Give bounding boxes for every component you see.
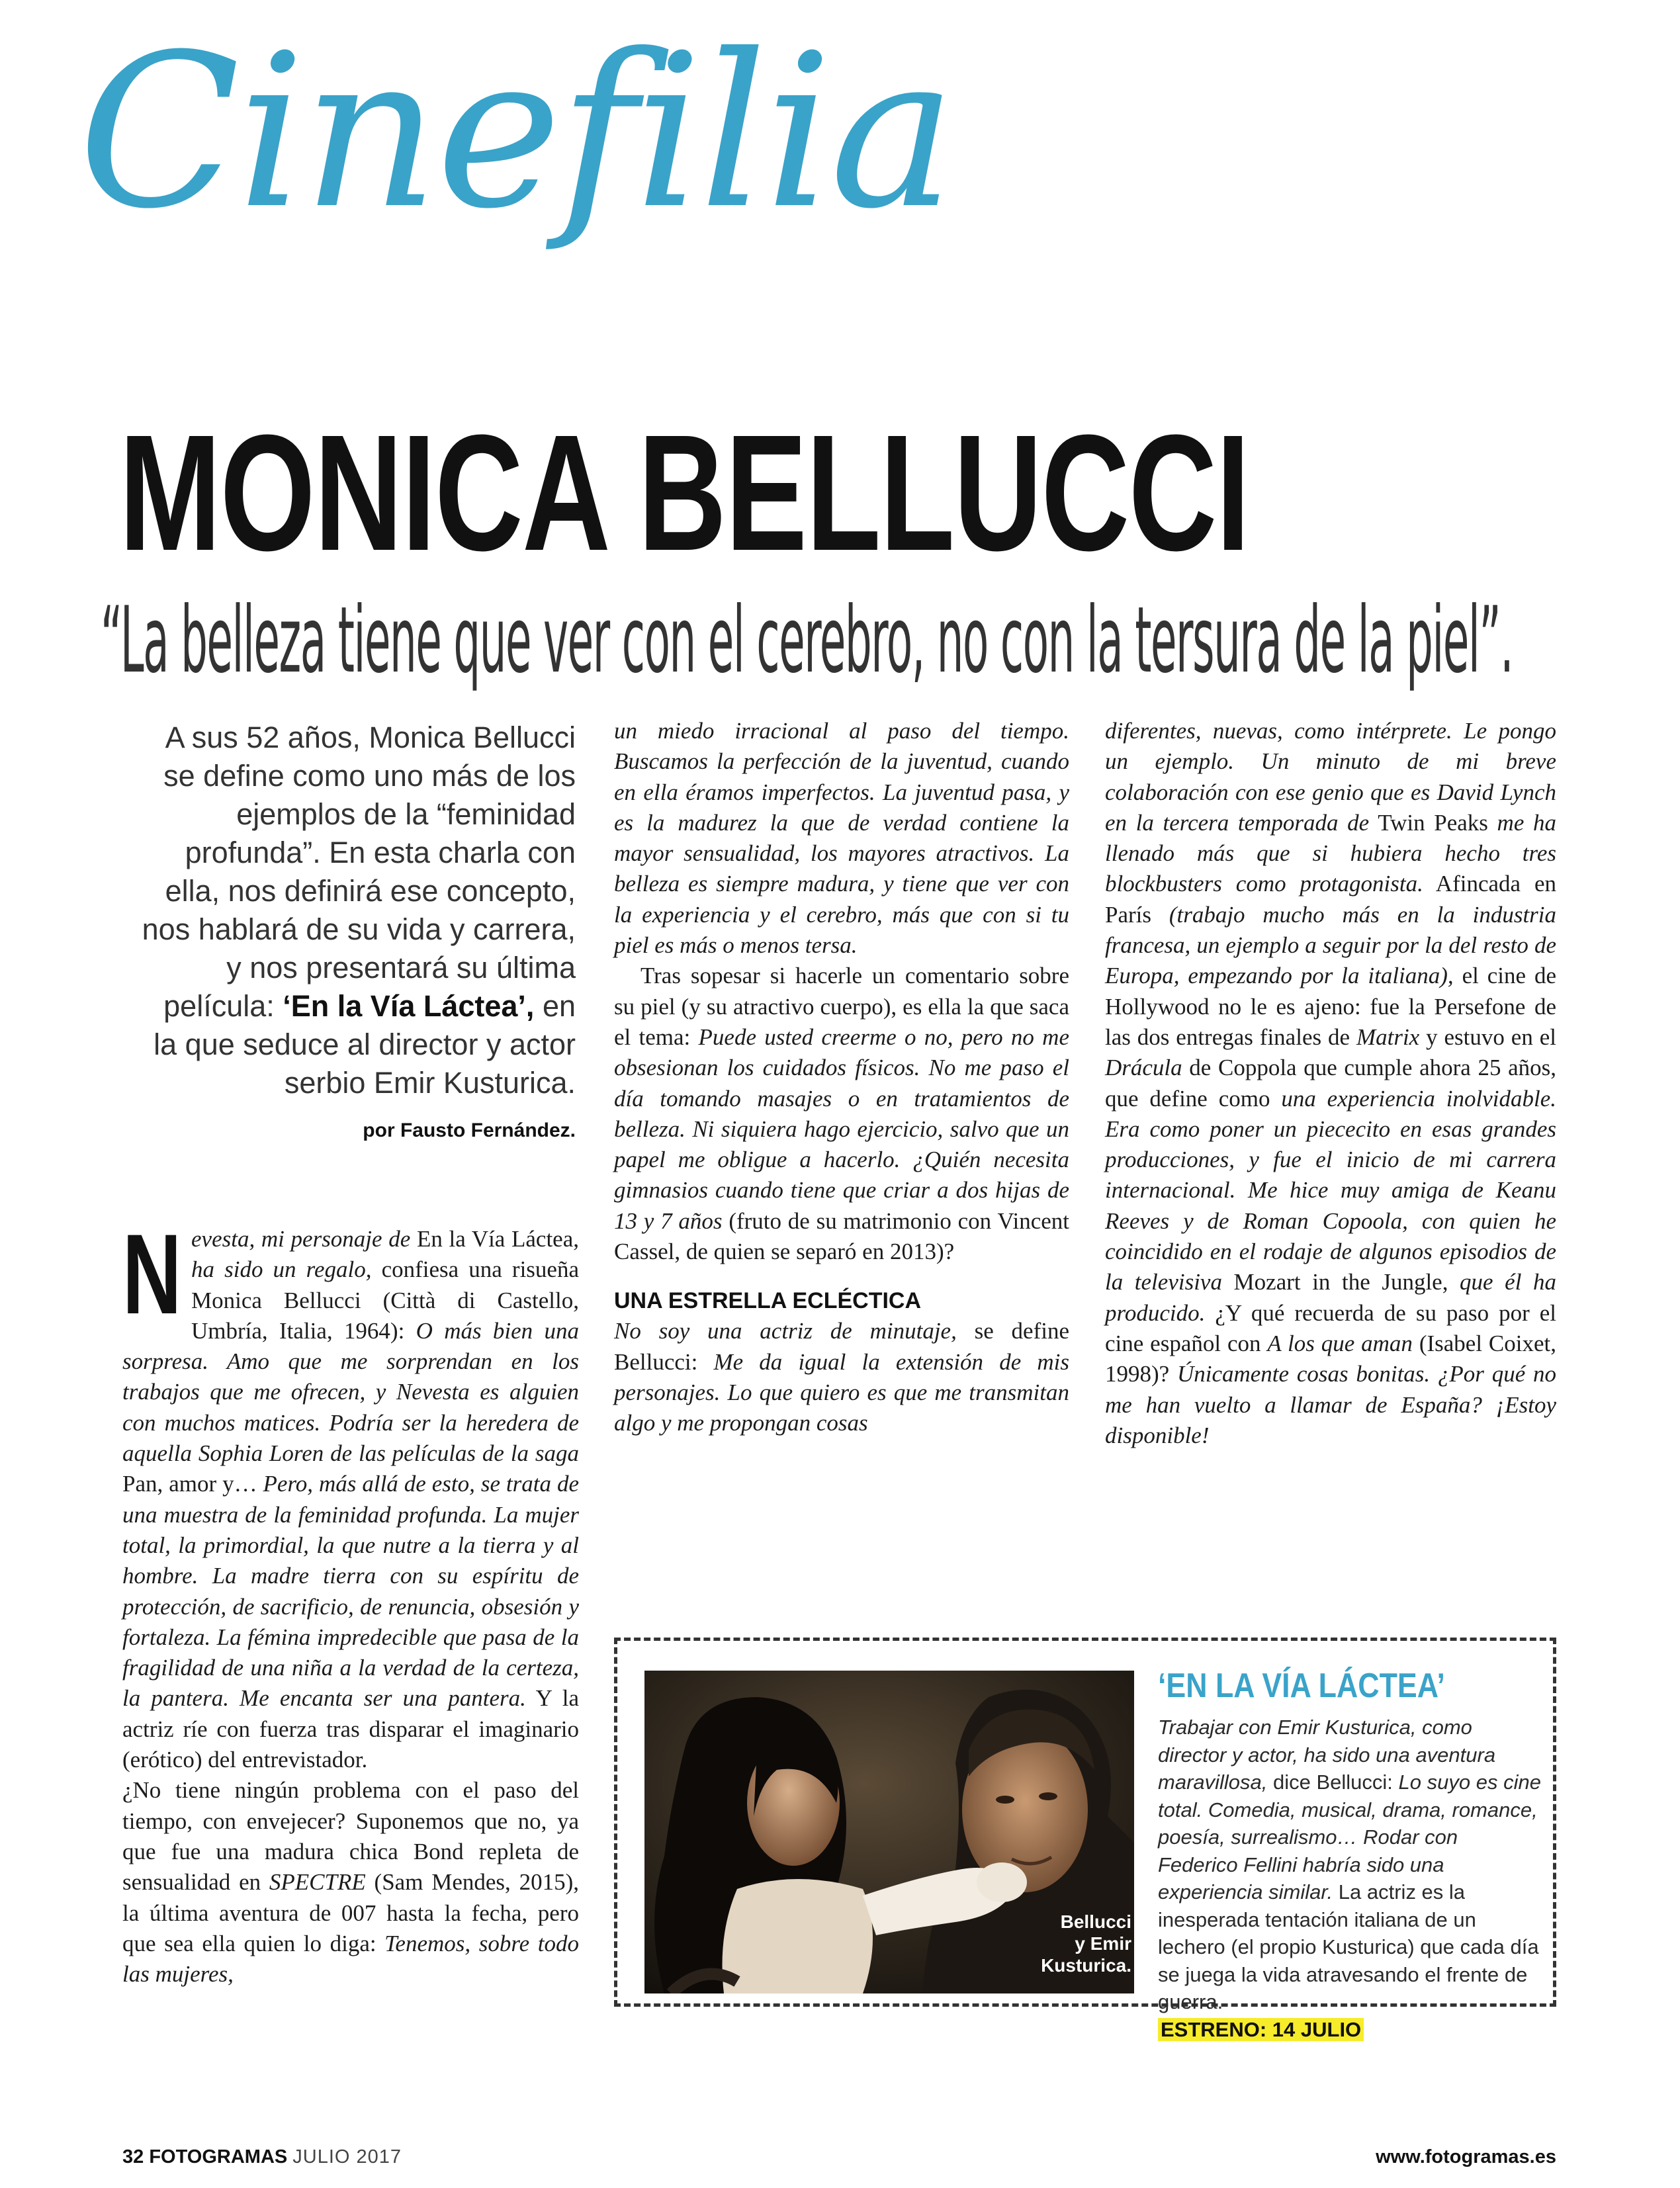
article-subheadline: “La belleza tiene que ver con el cerebro, no con la tersura de la piel”. <box>101 587 1513 693</box>
sidebar-title: ‘EN LA VÍA LÁCTEA’ <box>1158 1667 1445 1705</box>
paragraph: ¿No tiene ningún problema con el paso del tiempo, con envejecer? Suponemos que no, ya que fue una madura chica Bond repleta de sensualidad en SPECTRE (Sam Mendes, 2015), la última aventura de 007 hasta la fecha, pero que sea ella quien lo diga: Tenemos, sobre todo las mujeres, <box>122 1777 579 1988</box>
paragraph: un miedo irracional al paso del tiempo. Buscamos la perfección de la juventud, cuando en ella éramos imperfectos. La juventud pasa, y es la madurez la que de verdad contiene la mayor sensualidad, los mayores atractivos. La belleza es siempre madura, y tiene que ver con la experiencia y el cerebro, más que con si tu piel es más o menos tersa. <box>614 718 1069 959</box>
sidebar-body <box>1158 1714 1542 2043</box>
caption-line: Bellucci <box>1060 1911 1131 1932</box>
issue-date: JULIO 2017 <box>292 2146 402 2167</box>
paragraph: No soy una actriz de minutaje, se define Bellucci: Me da igual la extensión de mis personajes. Lo que quiero es que me transmitan algo y me propongan cosas <box>614 1318 1069 1436</box>
paragraph: Tras sopesar si hacerle un comentario sobre su piel (y su atractivo cuerpo), es ella la que saca el tema: Puede usted creerme o no, pero no me obsesionan los cuidados físicos. No me paso el día tomando masajes o en tratamientos de belleza. Ni siquiera hago ejercicio, salvo que un papel me obligue a hacerlo. ¿Quién necesita gimnasios cuando tiene que criar a dos hijas de 13 y 7 años (fruto de su matrimonio con Vincent Cassel, de quien se separó en 2013)? <box>614 963 1070 1265</box>
article-headline: MONICA BELLUCCI <box>119 400 1249 585</box>
section-title: Cinefilia <box>78 9 953 255</box>
drop-cap: N <box>122 1211 182 1338</box>
page-footer-left <box>122 2146 402 2168</box>
article-intro <box>139 719 576 1102</box>
release-date-badge: ESTRENO: 14 JULIO <box>1158 2018 1364 2041</box>
intro-text-end: en la que seduce al director y actor serbio Emir Kusturica. <box>154 989 576 1100</box>
article-column-1 <box>122 1211 579 1990</box>
section-subhead: UNA ESTRELLA ECLÉCTICA <box>614 1288 922 1314</box>
caption-line: y Emir <box>1075 1933 1131 1954</box>
article-column-2 <box>614 716 1069 1439</box>
byline: por Fausto Fernández. <box>363 1119 576 1141</box>
website-link[interactable]: www.fotogramas.es <box>1376 2146 1556 2167</box>
sidebar-text: Trabajar con Emir Kusturica, como director y actor, ha sido una aventura maravillosa, dice Bellucci: Lo suyo es cine total. Comedia, musical, drama, romance, poesía, surrealismo… Rodar con Federico Fellini habría sido una experiencia similar. La actriz es la inesperada tentación italiana de un lechero (el propio Kusturica) que cada día se juega la vida atravesando el frente de guerra. <box>1158 1716 1541 2013</box>
magazine-name: FOTOGRAMAS <box>149 2146 288 2167</box>
intro-text: A sus 52 años, Monica Bellucci se define como uno más de los ejemplos de la “feminidad profunda”. En esta charla con ella, nos definirá ese concepto, nos hablará de su vida y carrera, y nos presentará su última película: <box>142 721 576 1023</box>
intro-film-title: ‘En la Vía Láctea’, <box>283 989 535 1023</box>
paragraph: diferentes, nuevas, como intérprete. Le pongo un ejemplo. Un minuto de mi breve colaboración con ese genio que es David Lynch en la tercera temporada de Twin Peaks me ha llenado más que si hubiera hecho tres blockbusters como protagonista. Afincada en París (trabajo mucho más en la industria francesa, un ejemplo a seguir por la del resto de Europa, empezando por la italiana), el cine de Hollywood no le es ajeno: fue la Persefone de las dos entregas finales de Matrix y estuvo en el Drácula de Coppola que cumple ahora 25 años, que define como una experiencia inolvidable. Era como poner un piececito en esas grandes producciones, y fue el inicio de mi carrera internacional. Me hice muy amiga de Keanu Reeves y de Roman Copoola, con quien he coincidido en el rodaje de algunos episodios de la televisiva Mozart in the Jungle, que él ha producido. ¿Y qué recuerda de su paso por el cine español con A los que aman (Isabel Coixet, 1998)? Únicamente cosas bonitas. ¿Por qué no me han vuelto a llamar de España? ¡Estoy disponible! <box>1105 718 1557 1448</box>
caption-line: Kusturica. <box>1041 1955 1131 1976</box>
page-number: 32 <box>122 2146 144 2167</box>
article-column-3 <box>1105 716 1556 1451</box>
photo-caption <box>1039 1911 1131 1976</box>
paragraph: evesta, mi personaje de En la Vía Láctea, ha sido un regalo, confiesa una risueña Monica Bellucci (Città di Castello, Umbría, Italia, 1964): O más bien una sorpresa. Amo que me sorprendan en los trabajos que me ofrecen, y Nevesta es alguien con muchos matices. Podría ser la heredera de aquella Sophia Loren de las películas de la saga Pan, amor y… Pero, más allá de esto, se trata de una muestra de la feminidad profunda. La mujer total, la primordial, la que nutre a la tierra y al hombre. La madre tierra con su espíritu de protección, de sacrificio, de renuncia, obsesión y fortaleza. La fémina impredecible que pasa de la fragilidad de una niña a la verdad de la certeza, la pantera. Me encanta ser una pantera. Y la actriz ríe con fuerza tras disparar el imaginario (erótico) del entrevistador. <box>122 1226 579 1773</box>
